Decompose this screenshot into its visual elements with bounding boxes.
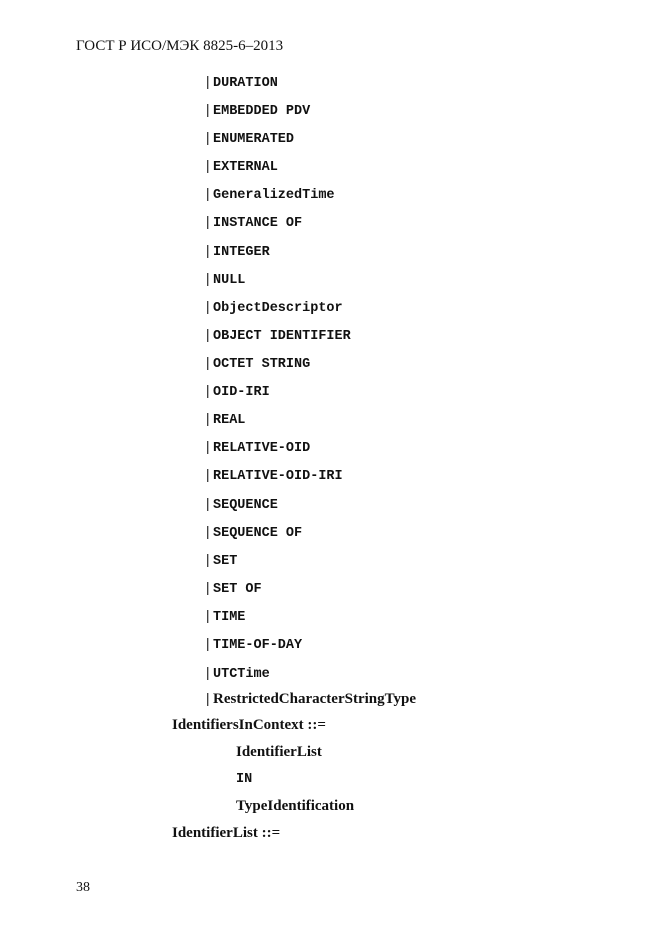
alt-row: | DURATION bbox=[206, 74, 278, 91]
alt-row: | INTEGER bbox=[206, 243, 270, 260]
alt-row: | ENUMERATED bbox=[206, 130, 295, 147]
alt-row: | TIME bbox=[206, 608, 246, 625]
alt-row: | EXTERNAL bbox=[206, 158, 278, 175]
alt-row: | RELATIVE-OID bbox=[206, 439, 311, 456]
alt-row: | RELATIVE-OID-IRI bbox=[206, 467, 343, 484]
alt-row: | SET bbox=[206, 552, 238, 569]
type-identification-ref: TypeIdentification bbox=[236, 798, 355, 814]
identifier-list-ref: IdentifierList bbox=[236, 744, 322, 760]
alt-row: | UTCTime bbox=[206, 665, 270, 682]
alt-row-restricted: | RestrictedCharacterStringType bbox=[206, 691, 416, 707]
document-header: ГОСТ Р ИСО/МЭК 8825-6–2013 bbox=[76, 38, 284, 54]
alt-row: | OID-IRI bbox=[206, 383, 270, 400]
alt-row: | GeneralizedTime bbox=[206, 186, 335, 203]
alt-row: | SEQUENCE bbox=[206, 496, 278, 513]
alt-row: | ObjectDescriptor bbox=[206, 299, 343, 316]
alt-row: | EMBEDDED PDV bbox=[206, 102, 311, 119]
identifier-list-definition: IdentifierList ::= bbox=[172, 825, 281, 841]
alt-row: | NULL bbox=[206, 271, 246, 288]
in-keyword: IN bbox=[236, 772, 253, 787]
identifiers-in-context-definition: IdentifiersInContext ::= bbox=[172, 717, 326, 733]
alt-row: | TIME-OF-DAY bbox=[206, 636, 303, 653]
alt-row: | REAL bbox=[206, 411, 246, 428]
alt-row: | SET OF bbox=[206, 580, 262, 597]
alt-row: | OBJECT IDENTIFIER bbox=[206, 327, 351, 344]
page-number: 38 bbox=[76, 880, 90, 895]
alt-row: | INSTANCE OF bbox=[206, 214, 303, 231]
alt-row: | OCTET STRING bbox=[206, 355, 311, 372]
alt-row: | SEQUENCE OF bbox=[206, 524, 303, 541]
